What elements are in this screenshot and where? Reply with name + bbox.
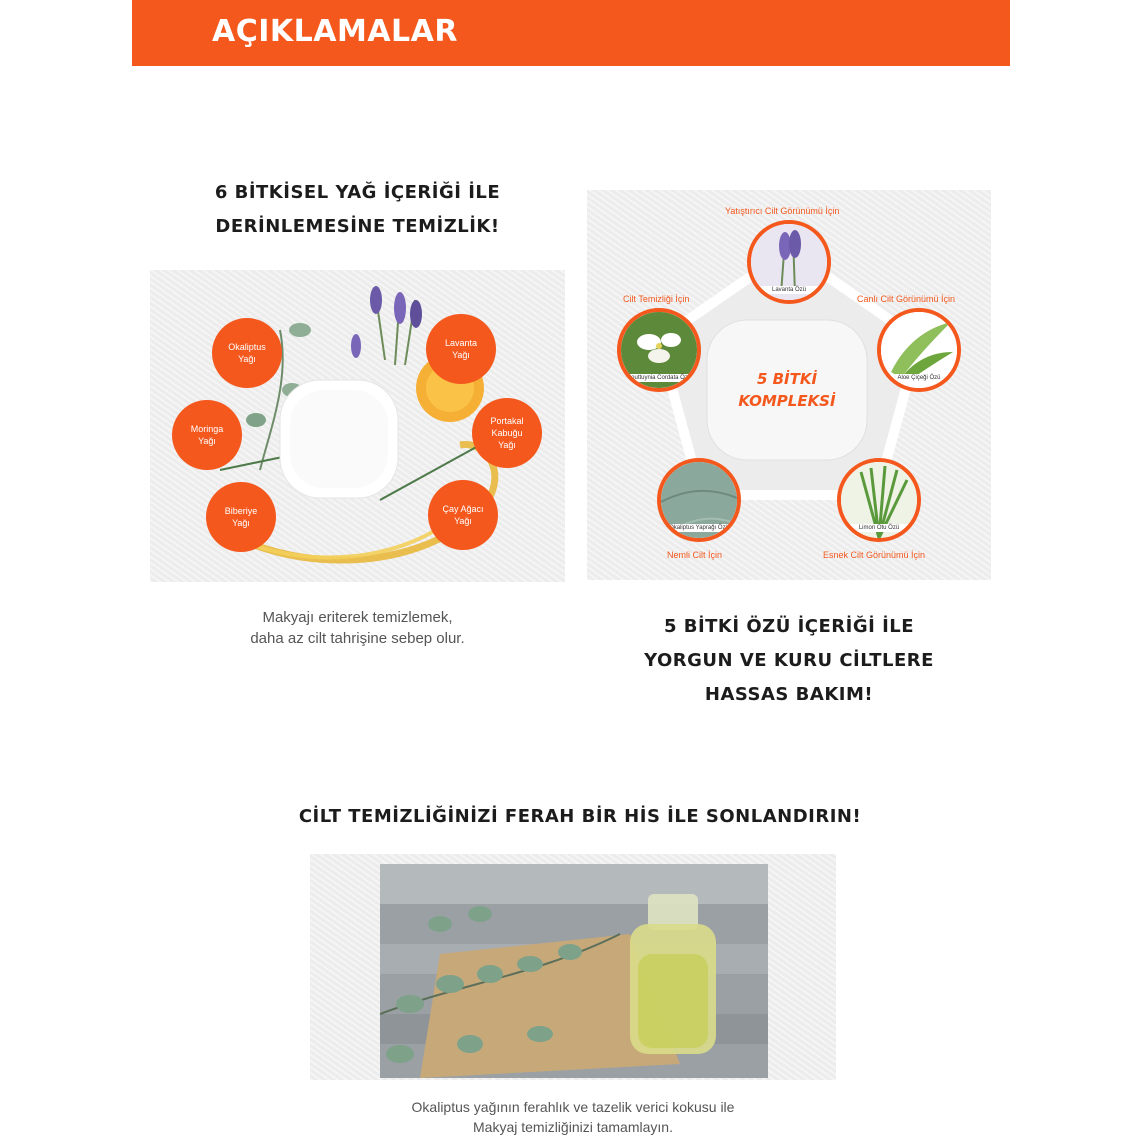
six-oils-illustration — [150, 270, 565, 582]
section1-caption-line2: daha az cilt tahrişine sebep olur. — [250, 630, 465, 647]
benefit-lively: Canlı Cilt Görünümü İçin — [857, 294, 956, 304]
section2-heading-line3: HASSAS BAKIM! — [704, 684, 874, 705]
plant-lemongrass: Limon Otu Özü — [837, 458, 921, 542]
plant-aloe: Aloe Çiçeği Özü — [877, 308, 961, 392]
section2-heading-line1: 5 BİTKİ ÖZÜ İÇERİĞİ İLE — [663, 616, 915, 637]
eucalyptus-oil-photo — [380, 864, 768, 1078]
banner-title: AÇIKLAMALAR — [212, 14, 458, 49]
oil-badge-eucalyptus: Okaliptus Yağı — [212, 318, 282, 388]
section-banner — [132, 0, 1010, 66]
section3-heading: CİLT TEMİZLİĞİNİZİ FERAH BİR HİS İLE SONLANDIRIN! — [298, 806, 862, 827]
section1-caption-line1: Makyajı eriterek temizlemek, — [262, 609, 453, 626]
oil-badge-tea-tree: Çay Ağacı Yağı — [428, 480, 498, 550]
oil-badge-orange-peel: Portakal Kabuğu Yağı — [472, 398, 542, 468]
five-plant-complex-illustration — [587, 190, 991, 580]
benefit-cleansing: Cilt Temizliği İçin — [623, 294, 690, 304]
oil-badge-rosemary: Biberiye Yağı — [206, 482, 276, 552]
benefit-elastic: Esnek Cilt Görünümü İçin — [823, 550, 926, 560]
eucalyptus-photo-panel — [310, 854, 836, 1080]
section3-caption — [290, 1097, 856, 1137]
oil-badge-lavender: Lavanta Yağı — [426, 314, 496, 384]
section2-heading-line2: YORGUN VE KURU CİLTLERE — [644, 650, 934, 671]
section3-caption-line1: Okaliptus yağının ferahlık ve tazelik verici kokusu ile — [411, 1099, 735, 1115]
oil-badge-moringa: Moringa Yağı — [172, 400, 242, 470]
benefit-moist: Nemli Cilt İçin — [667, 550, 723, 560]
plant-houttuynia: Houttuynia Cordata Özü — [617, 308, 701, 392]
section1-heading-line1: 6 BİTKİSEL YAĞ İÇERİĞİ İLE — [214, 182, 501, 203]
plant-lavender: Lavanta Özü — [747, 220, 831, 304]
section2-heading — [587, 610, 991, 712]
center-label: 5 BİTKİ KOMPLEKSİ — [738, 370, 836, 410]
section3-caption-line2: Makyaj temizliğinizi tamamlayın. — [473, 1119, 673, 1135]
section1-heading-line2: DERİNLEMESİNE TEMİZLİK! — [215, 216, 500, 237]
benefit-soothing: Yatıştırıcı Cilt Görünümü İçin — [725, 206, 840, 216]
section1-caption — [150, 607, 565, 649]
lavender-sprigs — [351, 286, 422, 365]
section1-heading — [150, 176, 565, 244]
plant-eucalyptus-leaf: Okaliptus Yaprağı Özü — [657, 458, 741, 542]
